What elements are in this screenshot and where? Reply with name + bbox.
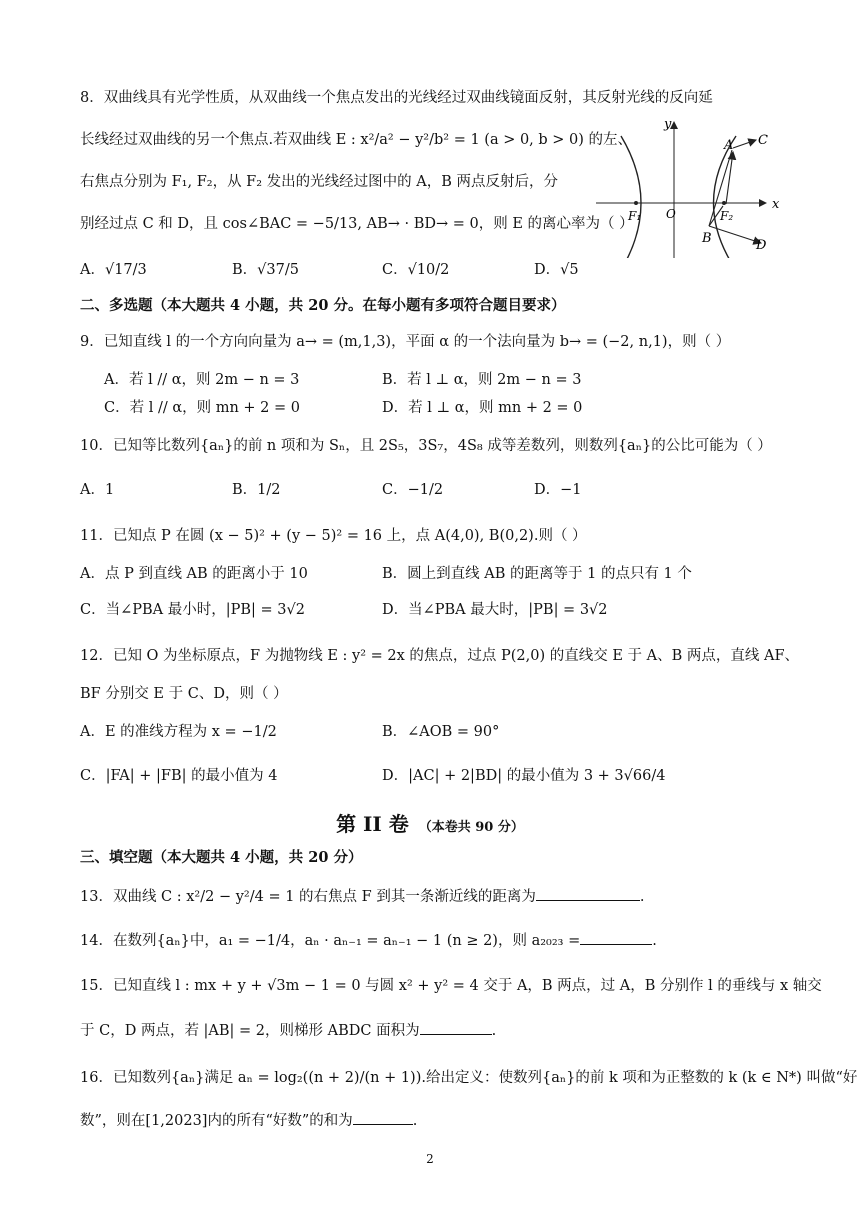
q12-option-a: A．E 的准线方程为 x = −1/2 <box>80 724 277 740</box>
hyperbola-figure <box>596 118 786 258</box>
label-y: y <box>664 118 672 132</box>
q16-line-2: 数”，则在[1,2023]内的所有“好数”的和为 . <box>80 1110 417 1131</box>
q14-text: 14．在数列{aₙ}中，a₁ = −1/4，aₙ · aₙ₋₁ = aₙ₋₁ − 1 (n ≥ 2)，则 a₂₀₂₃ = <box>80 933 581 949</box>
q8-line-3: 右焦点分别为 F₁, F₂，从 F₂ 发出的光线经过图中的 A，B 两点反射后，分 <box>80 174 559 190</box>
q10-option-d: D．−1 <box>534 482 582 498</box>
q13-answer-blank[interactable] <box>536 886 640 901</box>
label-f1: F₁ <box>628 209 642 223</box>
q8-line-1: 8．双曲线具有光学性质，从双曲线一个焦点发出的光线经过双曲线镜面反射，其反射光线的反向延 <box>80 90 713 106</box>
left-branch <box>621 136 641 258</box>
label-o: O <box>666 207 676 221</box>
q10-stem: 10．已知等比数列{aₙ}的前 n 项和为 Sₙ，且 2S₅，3S₇，4S₈ 成等差数列，则数列{aₙ}的公比可能为（ ） <box>80 438 772 454</box>
ray-b-d <box>709 226 761 243</box>
q15-line-1: 15．已知直线 l : mx + y + √3m − 1 = 0 与圆 x² + y² = 4 交于 A，B 两点，过 A，B 分别作 l 的垂线与 x 轴交 <box>80 978 822 994</box>
q8-option-d: D．√5 <box>534 262 579 278</box>
q15-line-2: 于 C，D 两点，若 |AB| = 2，则梯形 ABDC 面积为 . <box>80 1020 496 1041</box>
q13-text: 13．双曲线 C : x²/2 − y²/4 = 1 的右焦点 F 到其一条渐近线的距离为 <box>80 889 536 905</box>
part-2-title <box>0 808 860 837</box>
q8-line-2: 长线经过双曲线的另一个焦点.若双曲线 E : x²/a² − y²/b² = 1 (a > 0, b > 0) 的左、 <box>80 132 633 148</box>
q9-option-d: D．若 l ⊥ α，则 mn + 2 = 0 <box>382 400 583 416</box>
q11-option-d: D．当∠PBA 最大时，|PB| = 3√2 <box>382 602 608 618</box>
q13-line: 13．双曲线 C : x²/2 − y²/4 = 1 的右焦点 F 到其一条渐近线的距离为 . <box>80 886 644 907</box>
part-2-title-text: 第 II 卷 <box>336 812 409 836</box>
ray-a-c <box>733 140 756 148</box>
label-f2: F₂ <box>720 209 734 223</box>
q15-text: 于 C，D 两点，若 |AB| = 2，则梯形 ABDC 面积为 <box>80 1023 420 1039</box>
label-c: C <box>758 133 768 148</box>
q14-answer-blank[interactable] <box>580 930 652 945</box>
q8-option-a: A．√17/3 <box>80 262 147 278</box>
q10-option-c: C．−1/2 <box>382 482 444 498</box>
q9-option-c: C．若 l // α，则 mn + 2 = 0 <box>104 400 301 416</box>
q8-line-4: 别经过点 C 和 D，且 cos∠BAC = −5/13, AB→ · BD→ = 0，则 E 的离心率为（ ） <box>80 216 634 232</box>
section-3-heading: 三、填空题（本大题共 4 小题，共 20 分） <box>80 849 363 866</box>
q15-answer-blank[interactable] <box>420 1020 492 1035</box>
q11-option-c: C．当∠PBA 最小时，|PB| = 3√2 <box>80 602 305 618</box>
label-d: D <box>756 238 767 253</box>
q14-line: 14．在数列{aₙ}中，a₁ = −1/4，aₙ · aₙ₋₁ = aₙ₋₁ − 1 (n ≥ 2)，则 a₂₀₂₃ = . <box>80 930 657 951</box>
q12-line-2: BF 分别交 E 于 C、D，则（ ） <box>80 686 288 702</box>
q11-stem: 11．已知点 P 在圆 (x − 5)² + (y − 5)² = 16 上，点 A(4,0), B(0,2).则（ ） <box>80 528 587 544</box>
q16-answer-blank[interactable] <box>353 1110 413 1125</box>
f1-point <box>634 201 638 205</box>
q12-option-b: B．∠AOB = 90° <box>382 724 500 740</box>
q9-option-a: A．若 l // α，则 2m − n = 3 <box>104 372 300 388</box>
section-2-heading: 二、多选题（本大题共 4 小题，共 20 分。在每小题有多项符合题目要求） <box>80 297 566 314</box>
part-2-subtitle: （本卷共 90 分） <box>418 820 524 835</box>
q11-option-b: B．圆上到直线 AB 的距离等于 1 的点只有 1 个 <box>382 566 692 582</box>
q8-option-b: B．√37/5 <box>232 262 299 278</box>
q12-line-1: 12．已知 O 为坐标原点，F 为抛物线 E : y² = 2x 的焦点，过点 P(2,0) 的直线交 E 于 A、B 两点，直线 AF、 <box>80 648 800 664</box>
page-number: 2 <box>426 1152 434 1166</box>
q12-option-c: C．|FA| + |FB| 的最小值为 4 <box>80 768 278 784</box>
label-a: A <box>724 138 734 153</box>
q8-option-c: C．√10/2 <box>382 262 450 278</box>
q9-option-b: B．若 l ⊥ α，则 2m − n = 3 <box>382 372 582 388</box>
q10-option-b: B．1/2 <box>232 482 281 498</box>
q10-option-a: A．1 <box>80 482 115 498</box>
q9-stem: 9．已知直线 l 的一个方向向量为 a→ = (m,1,3)，平面 α 的一个法向量为 b→ = (−2, n,1)，则（ ） <box>80 334 731 350</box>
q12-option-d: D．|AC| + 2|BD| 的最小值为 3 + 3√66/4 <box>382 768 666 784</box>
q16-line-1: 16．已知数列{aₙ}满足 aₙ = log₂((n + 2)/(n + 1)).给出定义：使数列{aₙ}的前 k 项和为正整数的 k (k ∈ N*) 叫做“好 <box>80 1070 858 1086</box>
q16-text: 数”，则在[1,2023]内的所有“好数”的和为 <box>80 1113 353 1129</box>
q11-option-a: A．点 P 到直线 AB 的距离小于 10 <box>80 566 308 582</box>
f2-point <box>722 201 726 205</box>
label-b: B <box>702 231 712 246</box>
label-x: x <box>772 197 780 212</box>
